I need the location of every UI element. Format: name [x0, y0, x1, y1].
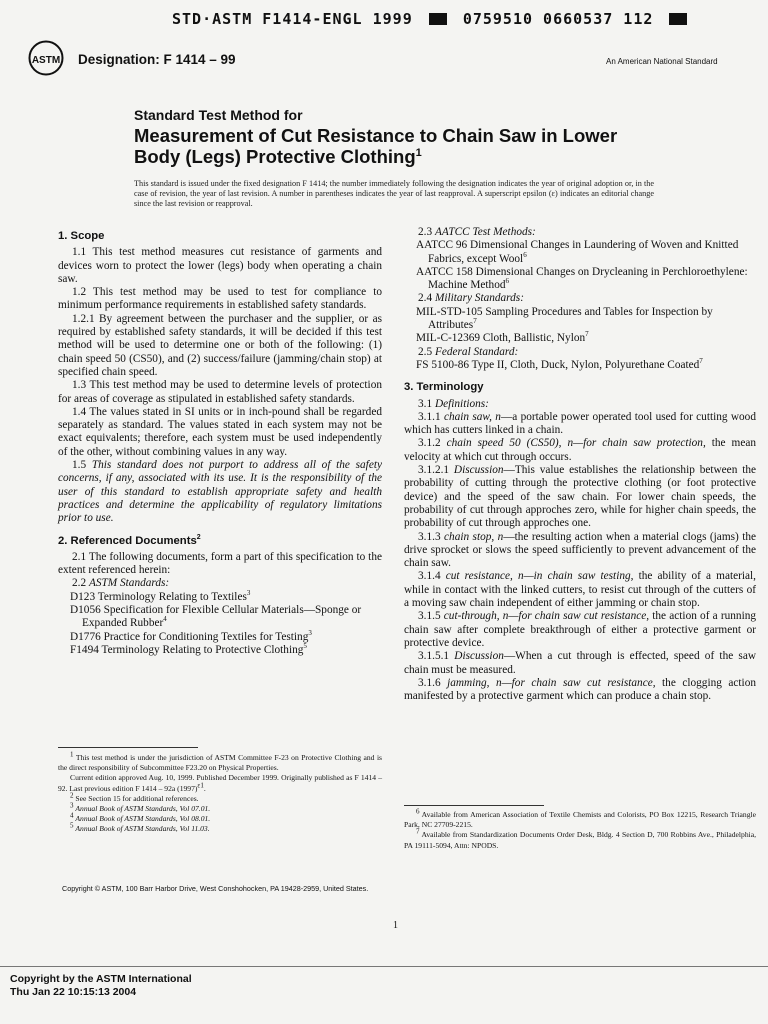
footnote-7: $^7$ Available from Standardization Documents Order Desk, Bldg. 4 Section D, 700 Robbins Ave., Philadelphia, PA 19111-5094, Attn: NPODS. [404, 827, 756, 850]
document-id: STD·ASTM F1414-ENGL 1999 [172, 10, 413, 28]
reference-mil-std-105: MIL-STD-105 Sampling Procedures and Tables for Inspection by Attributes$^7$ [416, 305, 713, 332]
reference-fs-5100-86: FS 5100-86 Type II, Cloth, Duck, Nylon, Polyurethane Coated$^7$ [416, 357, 703, 371]
right-column [404, 226, 756, 703]
paragraph-3-1: 3.1 Definitions: [418, 397, 489, 410]
definition-chain-saw: 3.1.1 chain saw, n—a portable power operated tool used for cutting wood which has cutters linked in a chain. [404, 410, 756, 437]
section-heading-scope: 1. Scope [58, 230, 105, 242]
title-block [134, 107, 654, 167]
reference-d1056: D1056 Specification for Flexible Cellular Materials—Sponge or Expanded Rubber$^4$ [70, 604, 362, 630]
page-number: 1 [393, 920, 398, 931]
definition-chain-speed-50: 3.1.2 chain speed 50 (CS50), n—for chain saw protection, the mean velocity at which cut through occurs. [404, 437, 757, 463]
paragraph-2-1: 2.1 The following documents, form a part of this specification to the extent referenced herein: [58, 550, 382, 577]
footnote-5: $^5$ Annual Book of ASTM Standards, Vol 11.03. [70, 821, 210, 834]
paragraph-1-4: 1.4 The values stated in SI units or in inch-pound shall be regarded separately as standard. The values stated in each system may not be exact equivalents; therefore, each system must be used independently of the other, without combining values in any way. [58, 405, 382, 458]
reference-aatcc-96: AATCC 96 Dimensional Changes in Laundering of Woven and Knitted Fabrics, except Wool$^6$ [416, 239, 739, 265]
definition-cut-resistance: 3.1.4 cut resistance, n—in chain saw testing, the ability of a material, while in contact with the linked cutters, to resist cut through of the cutters of a moving saw chain independent of either jamming or chain stop. [404, 570, 756, 610]
footer-copyright: Copyright by the ASTM International [10, 973, 192, 985]
black-block [669, 13, 687, 25]
discussion-chain-speed-50: 3.1.2.1 Discussion—This value establishes the relationship between the probability of cutting through the protective clothing (or foot protective device) and the speed of the saw chain. For lower chain speeds, the probability of cut through approches zero, while for higher chain speeds, the probability of cut through approches one. [404, 464, 756, 530]
document-title: Measurement of Cut Resistance to Chain Saw in Lower Body (Legs) Protective Clothing$^1$ [134, 125, 618, 167]
footer-divider [0, 966, 768, 967]
paragraph-1-3: 1.3 This test method may be used to determine levels of protection for areas of coverage as stipulated in established safety standards. [58, 379, 382, 405]
section-heading-terminology: 3. Terminology [404, 381, 484, 394]
section-heading-referenced-documents: 2. Referenced Documents$^2$ [58, 533, 201, 547]
reference-d123: D123 Terminology Relating to Textiles$^3$ [70, 588, 251, 603]
paragraph-2-2: 2.2 ASTM Standards: [72, 577, 170, 590]
footnote-divider [58, 747, 198, 748]
paragraph-1-5: 1.5 This standard does not purport to address all of the safety concerns, if any, associated with its use. It is the responsibility of the user of this standard to establish appropriate safety and health practices and determine the applicability of regulatory limitations prior to use. [58, 459, 382, 525]
national-standard-label: An American National Standard [606, 57, 718, 66]
footnotes-left [58, 750, 383, 835]
reference-f1494: F1494 Terminology Relating to Protective Clothing$^5$ [70, 642, 307, 656]
footer-timestamp: Thu Jan 22 10:15:13 2004 [10, 986, 137, 998]
definition-chain-stop: 3.1.3 chain stop, n—the resulting action when a material clogs (jams) the drive sprocket or slows the speed sufficiently to prevent advancement of the chain saw. [404, 530, 757, 570]
definition-cut-through: 3.1.5 cut-through, n—for chain saw cut resistance, the action of a running chain saw after complete breakthrough of either a protective garment or protective device. [404, 610, 757, 649]
paragraph-2-3: 2.3 AATCC Test Methods: [418, 226, 536, 238]
svg-text:ASTM: ASTM [31, 55, 61, 66]
black-block [429, 13, 447, 25]
definition-jamming: 3.1.6 jamming, n—for chain saw cut resistance, the clogging action manifested by a protective garment which can produce a chain stop. [404, 676, 756, 703]
reference-d1776: D1776 Practice for Conditioning Textiles for Testing$^3$ [70, 628, 312, 643]
paragraph-1-2-1: 1.2.1 By agreement between the purchaser and the supplier, or as required by established safety standards, it will be decided if this test method will be used to determine one or both of the following: (1) chain speed 50 (CS50), and (2) success/failure (jamming/chain stop) at specified chain speed. [58, 312, 382, 378]
footnotes-right [404, 807, 757, 851]
footnote-divider [404, 805, 544, 806]
footnote-1-edition: Current edition approved Aug. 10, 1999. Published December 1999. Originally published as F 1414 – 92. Last previous edition F 1414 – 92a $(1997)^{\varepsilon 1}$. [58, 773, 382, 793]
discussion-cut-through: 3.1.5.1 Discussion—When a cut through is effected, speed of the saw chain must be measured. [404, 650, 757, 676]
reference-aatcc-158: AATCC 158 Dimensional Changes on Drycleaning in Perchloroethylene: Machine Method$^6$ [416, 265, 748, 292]
designation: Designation: F 1414 – 99 [78, 52, 236, 67]
reference-mil-c-12369: MIL-C-12369 Cloth, Ballistic, Nylon$^7$ [416, 330, 589, 345]
astm-logo [28, 40, 64, 76]
footnote-2: $^2$ See Section 15 for additional references. [70, 791, 199, 803]
paragraph-2-4: 2.4 Military Standards: [418, 292, 524, 305]
document-code: 0759510 0660537 112 [462, 10, 654, 28]
paragraph-1-2: 1.2 This test method may be used to test for compliance to minimum performance requirements in established safety standards. [58, 286, 382, 312]
footnote-1: $^1$ This test method is under the jurisdiction of ASTM Committee F-23 on Protective Clothing and is the direct responsibility of Subcommittee F23.20 on Physical Properties. [58, 750, 383, 773]
copyright-line: Copyright © ASTM, 100 Barr Harbor Drive, West Conshohocken, PA 19428-2959, United States. [62, 884, 369, 893]
title-prefix: Standard Test Method for [134, 107, 303, 123]
footnote-6: $^6$ Available from American Association of Textile Chemists and Colorists, PO Box 12215, Research Triangle Park, NC 27709-2215. [404, 807, 757, 830]
left-column [58, 226, 382, 657]
footnote-3: $^3$ Annual Book of ASTM Standards, Vol 07.01. [70, 801, 211, 814]
footnote-4: $^4$ Annual Book of ASTM Standards, Vol 08.01. [70, 811, 211, 824]
paragraph-2-5: 2.5 Federal Standard: [418, 345, 519, 358]
paragraph-1-1: 1.1 This test method measures cut resistance of garments and devices worn to protect the lower (legs) body when operating a chain saw. [58, 246, 382, 285]
issue-note: This standard is issued under the fixed designation F 1414; the number immediately following the designation indicates the year of original adoption or, in the case of revision, the year of last revision. A number in parentheses indicates the year of last reapproval. A superscript epsilon (ε) indicates an editorial change since the last revision or reapproval. [134, 179, 654, 209]
document-id-line [172, 10, 693, 28]
